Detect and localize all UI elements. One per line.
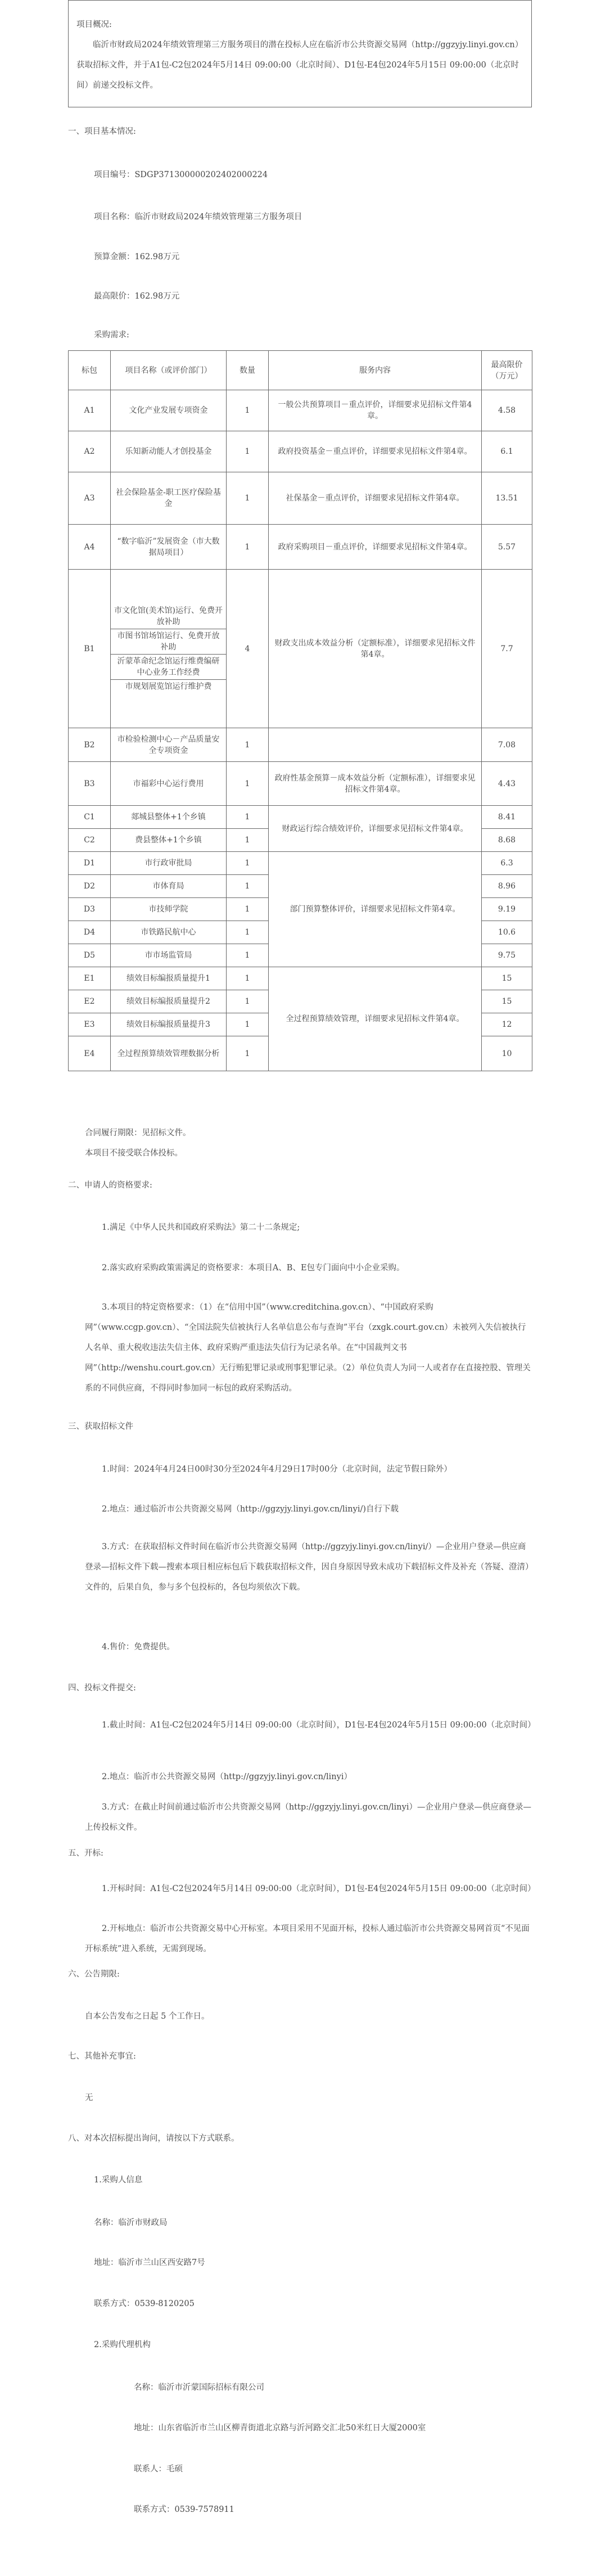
cell-price: 5.57 bbox=[482, 525, 532, 570]
cell-content: 社保基金－重点评价，详细要求见招标文件第4章。 bbox=[269, 472, 482, 525]
cell-price: 15 bbox=[482, 990, 532, 1013]
cell-qty: 1 bbox=[227, 921, 269, 944]
procurement-req-label: 采购需求: bbox=[94, 331, 129, 340]
cell-name: 费县整体+1个乡镇 bbox=[111, 829, 227, 852]
cell-content: 政府投资基金－重点评价，详细要求见招标文件第4章。 bbox=[269, 431, 482, 472]
cell-qty: 1 bbox=[227, 1036, 269, 1071]
section-1-heading: 一、项目基本情况: bbox=[68, 127, 136, 136]
cell-price: 6.1 bbox=[482, 431, 532, 472]
cell-name: 市铁路民航中心 bbox=[111, 921, 227, 944]
cell-package: A1 bbox=[69, 390, 111, 431]
cell-content: 部门预算整体评价，详细要求见招标文件第4章。 bbox=[269, 852, 482, 967]
cell-name: 绩效目标编报质量提升2 bbox=[111, 990, 227, 1013]
cell-package: C2 bbox=[69, 829, 111, 852]
obtain-method: 3.方式：在获取招标文件时间在临沂市公共资源交易网（http://ggzyjy.linyi.gov.cn/linyi/）—企业用户登录—供应商登录—招标文件下载—搜索本项目相应标包后下载获取招标文件，因自身原因导致未成功下载招标文件及补充（答疑、澄清）文件的，后果自负，参与多个包投标的，各包均须依次下载。 bbox=[85, 1542, 530, 1592]
project-name: 项目名称：临沂市财政局2024年绩效管理第三方服务项目 bbox=[94, 213, 302, 222]
cell-package: A4 bbox=[69, 525, 111, 570]
consortium-note: 本项目不接受联合体投标。 bbox=[85, 1149, 183, 1158]
cell-content: 全过程预算绩效管理，详细要求见招标文件第4章。 bbox=[269, 967, 482, 1071]
obtain-place: 2.地点：通过临沂市公共资源交易网（http://ggzyjy.linyi.gov.cn/linyi/)自行下载 bbox=[102, 1505, 399, 1514]
table-row bbox=[69, 762, 532, 806]
budget-amount: 预算金额：162.98万元 bbox=[94, 252, 180, 261]
buyer-name: 名称：临沂市财政局 bbox=[94, 2218, 168, 2227]
section-2-heading: 二、申请人的资格要求: bbox=[68, 1181, 152, 1190]
cell-price: 10 bbox=[482, 1036, 532, 1071]
cell-qty: 1 bbox=[227, 525, 269, 570]
cell-name-group bbox=[111, 570, 227, 728]
submission-deadline: 1.截止时间：A1包-C2包2024年5月14日 09:00:00（北京时间），D1包-E4包2024年5月15日 09:00:00（北京时间） bbox=[102, 1721, 536, 1730]
table-row bbox=[69, 852, 532, 875]
cell-price: 6.3 bbox=[482, 852, 532, 875]
cell-price: 10.6 bbox=[482, 921, 532, 944]
cell-name: 文化产业发展专项资金 bbox=[111, 390, 227, 431]
cell-package: B1 bbox=[69, 570, 111, 728]
subitem: 市图书馆场馆运行、免费开放补助 bbox=[111, 629, 226, 655]
agent-title: 2.采购代理机构 bbox=[94, 2340, 151, 2349]
cell-name: 市市场监管局 bbox=[111, 944, 227, 967]
cell-qty: 1 bbox=[227, 875, 269, 898]
header-package: 标包 bbox=[69, 351, 111, 390]
cell-price: 8.68 bbox=[482, 829, 532, 852]
cell-name: 乐知新动能人才创投基金 bbox=[111, 431, 227, 472]
cell-qty: 1 bbox=[227, 898, 269, 921]
section-5-heading: 五、开标: bbox=[68, 1849, 103, 1858]
cell-qty: 1 bbox=[227, 1013, 269, 1036]
cell-price: 12 bbox=[482, 1013, 532, 1036]
summary-title: 项目概况: bbox=[76, 20, 112, 29]
subitem: 市文化馆(美术馆)运行、免费开放补助 bbox=[111, 604, 226, 629]
cell-package: E2 bbox=[69, 990, 111, 1013]
section-8-heading: 八、对本次招标提出询问，请按以下方式联系。 bbox=[68, 2134, 240, 2143]
other-matters: 无 bbox=[85, 2094, 93, 2103]
cell-name: 市检验检测中心－产品质量安全专项资金 bbox=[111, 728, 227, 762]
subitem: 沂蒙革命纪念馆运行维费编研中心业务工作经费 bbox=[111, 655, 226, 680]
cell-package: D2 bbox=[69, 875, 111, 898]
table-row bbox=[69, 806, 532, 829]
cell-package: A3 bbox=[69, 472, 111, 525]
cell-price: 8.41 bbox=[482, 806, 532, 829]
project-code: 项目编号：SDGP371300000202402000224 bbox=[94, 170, 268, 179]
cell-name: 社会保险基金-职工医疗保险基金 bbox=[111, 472, 227, 525]
cell-name: 全过程预算绩效管理数据分析 bbox=[111, 1036, 227, 1071]
qualification-1: 1.满足《中华人民共和国政府采购法》第二十二条规定; bbox=[102, 1223, 300, 1232]
cell-price: 9.19 bbox=[482, 898, 532, 921]
cell-content: 财政支出成本效益分析（定额标准），详细要求见招标文件第4章。 bbox=[269, 570, 482, 728]
cell-qty: 1 bbox=[227, 431, 269, 472]
cell-name: 绩效目标编报质量提升1 bbox=[111, 967, 227, 990]
opening-time: 1.开标时间：A1包-C2包2024年5月14日 09:00:00（北京时间），D1包-E4包2024年5月15日 09:00:00（北京时间） bbox=[102, 1884, 536, 1893]
max-price: 最高限价：162.98万元 bbox=[94, 292, 180, 301]
table-row bbox=[69, 967, 532, 990]
table-row bbox=[69, 472, 532, 525]
table-row bbox=[69, 431, 532, 472]
cell-name: 市福彩中心运行费用 bbox=[111, 762, 227, 806]
qualification-2: 2.落实政府采购政策需满足的资格要求：本项目A、B、E包专门面向中小企业采购。 bbox=[102, 1264, 405, 1273]
section-7-heading: 七、其他补充事宜: bbox=[68, 2052, 136, 2061]
obtain-price: 4.售价：免费提供。 bbox=[102, 1643, 175, 1652]
agent-phone: 联系方式：0539-7578911 bbox=[134, 2505, 234, 2514]
submission-place: 2.地点：临沂市公共资源交易网（http://ggzyjy.linyi.gov.cn/linyi） bbox=[102, 1772, 352, 1781]
cell-price: 8.96 bbox=[482, 875, 532, 898]
header-max-price: 最高限价（万元） bbox=[482, 351, 532, 390]
cell-package: E3 bbox=[69, 1013, 111, 1036]
cell-qty: 1 bbox=[227, 390, 269, 431]
agent-name: 名称：临沂市沂蒙国际招标有限公司 bbox=[134, 2383, 264, 2392]
section-4-heading: 四、投标文件提交: bbox=[68, 1684, 136, 1693]
procurement-table bbox=[68, 350, 532, 1071]
cell-qty: 1 bbox=[227, 852, 269, 875]
opening-place: 2.开标地点：临沂市公共资源交易中心开标室。本项目采用不见面开标，投标人通过临沂市公共资源交易网首页“不见面开标系统”进入系统，无需到现场。 bbox=[85, 1924, 530, 1954]
table-header-row bbox=[69, 351, 532, 390]
cell-qty: 1 bbox=[227, 944, 269, 967]
cell-qty: 1 bbox=[227, 806, 269, 829]
submission-method: 3.方式：在截止时间前通过临沂市公共资源交易网（http://ggzyjy.linyi.gov.cn/linyi）—企业用户登录—供应商登录—上传投标文件。 bbox=[85, 1803, 531, 1832]
subitem-list bbox=[111, 604, 226, 693]
cell-content: 政府采购项目－重点评价，详细要求见招标文件第4章。 bbox=[269, 525, 482, 570]
cell-package: D1 bbox=[69, 852, 111, 875]
section-3-heading: 三、获取招标文件 bbox=[68, 1422, 133, 1431]
project-summary-box bbox=[68, 0, 532, 107]
cell-package: D3 bbox=[69, 898, 111, 921]
cell-package: B3 bbox=[69, 762, 111, 806]
cell-price: 4.58 bbox=[482, 390, 532, 431]
cell-price: 9.75 bbox=[482, 944, 532, 967]
cell-name: 绩效目标编报质量提升3 bbox=[111, 1013, 227, 1036]
cell-content: 财政运行综合绩效评价，详细要求见招标文件第4章。 bbox=[269, 806, 482, 852]
cell-package: C1 bbox=[69, 806, 111, 829]
cell-name: 郯城县整体+1个乡镇 bbox=[111, 806, 227, 829]
cell-price: 7.08 bbox=[482, 728, 532, 762]
header-service-content: 服务内容 bbox=[269, 351, 482, 390]
cell-qty: 4 bbox=[227, 570, 269, 728]
buyer-phone: 联系方式：0539-8120205 bbox=[94, 2299, 195, 2308]
summary-body: 临沂市财政局2024年绩效管理第三方服务项目的潜在投标人应在临沂市公共资源交易网（http://ggzyjy.linyi.gov.cn）获取招标文件，并于A1包-C2包2024年5月14日 09:00:00（北京时间）、D1包-E4包2024年5月15日 09:00:00（北京时间）前递交投标文件。 bbox=[76, 40, 523, 90]
cell-name: 市体育局 bbox=[111, 875, 227, 898]
cell-package: A2 bbox=[69, 431, 111, 472]
cell-content bbox=[269, 728, 482, 762]
cell-package: D5 bbox=[69, 944, 111, 967]
cell-qty: 1 bbox=[227, 829, 269, 852]
cell-qty: 1 bbox=[227, 472, 269, 525]
obtain-time: 1.时间：2024年4月24日00时30分至2024年4月29日17时00分（北京时间，法定节假日除外） bbox=[102, 1465, 452, 1474]
table-row bbox=[69, 728, 532, 762]
cell-content: 一般公共预算项目－重点评价，详细要求见招标文件第4章。 bbox=[269, 390, 482, 431]
table-row bbox=[69, 525, 532, 570]
cell-package: B2 bbox=[69, 728, 111, 762]
notice-period: 自本公告发布之日起 5 个工作日。 bbox=[85, 2012, 210, 2021]
agent-contact: 联系人：毛硕 bbox=[134, 2465, 183, 2474]
cell-price: 15 bbox=[482, 967, 532, 990]
cell-package: E4 bbox=[69, 1036, 111, 1071]
cell-qty: 1 bbox=[227, 762, 269, 806]
header-quantity: 数量 bbox=[227, 351, 269, 390]
cell-qty: 1 bbox=[227, 967, 269, 990]
buyer-address: 地址：临沂市兰山区西安路7号 bbox=[94, 2258, 205, 2267]
table-row bbox=[69, 570, 532, 728]
table-row bbox=[69, 390, 532, 431]
header-project-name: 项目名称（或评价部门） bbox=[111, 351, 227, 390]
cell-name: 市技师学院 bbox=[111, 898, 227, 921]
cell-content: 政府性基金预算－成本效益分析（定额标准），详细要求见招标文件第4章。 bbox=[269, 762, 482, 806]
cell-price: 7.7 bbox=[482, 570, 532, 728]
cell-qty: 1 bbox=[227, 728, 269, 762]
qualification-3: 3.本项目的特定资格要求：（1）在“信用中国”（www.creditchina.gov.cn）、“中国政府采购网”（www.ccgp.gov.cn）、“全国法院失信被执行人名单信息公布与查询”平台（zxgk.court.gov.cn）未被列入失信被执行人名单、重大税收违法失信主体、政府采购严重违法失信行为记录名单。在“中国裁判文书网”（http://wenshu.court.gov.cn）无行贿犯罪记录或刑事犯罪记录。（2）单位负责人为同一人或者存在直接控股、管理关系的不同供应商，不得同时参加同一标包的政府采购活动。 bbox=[85, 1303, 531, 1393]
cell-price: 13.51 bbox=[482, 472, 532, 525]
cell-qty: 1 bbox=[227, 990, 269, 1013]
contract-period: 合同履行期限：见招标文件。 bbox=[85, 1129, 191, 1138]
cell-name: “数字临沂”发展资金（市大数据局项目） bbox=[111, 525, 227, 570]
subitem: 市规划展览馆运行维护费 bbox=[125, 682, 212, 691]
cell-name: 市行政审批局 bbox=[111, 852, 227, 875]
cell-package: E1 bbox=[69, 967, 111, 990]
agent-address: 地址：山东省临沂市兰山区柳青街道北京路与沂河路交汇北50米红日大厦2000室 bbox=[134, 2424, 426, 2433]
buyer-title: 1.采购人信息 bbox=[94, 2176, 143, 2185]
section-6-heading: 六、公告期限: bbox=[68, 1970, 120, 1979]
cell-package: D4 bbox=[69, 921, 111, 944]
cell-price: 4.43 bbox=[482, 762, 532, 806]
